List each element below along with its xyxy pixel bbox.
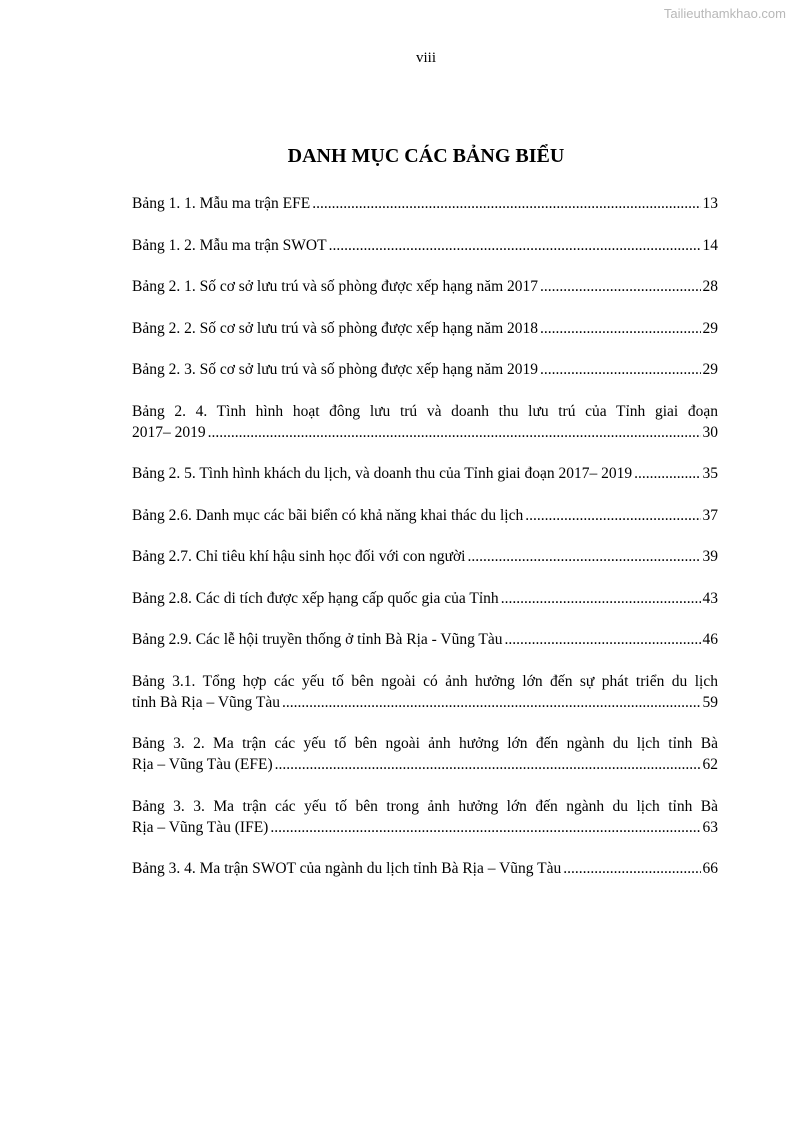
toc-entry-title: Bảng 1. 1. Mẫu ma trận EFE xyxy=(132,195,311,212)
toc-entry[interactable] xyxy=(132,858,718,879)
toc-entry-title: Bảng 2.6. Danh mục các bãi biển có khả năng khai thác du lịch xyxy=(132,506,524,524)
toc-page-number: 59 xyxy=(702,693,718,711)
toc-entry-title: Bảng 2.9. Các lễ hội truyền thống ở tỉnh Bà Rịa - Vũng Tàu xyxy=(132,631,503,648)
dot-leader xyxy=(270,817,700,838)
dot-leader xyxy=(312,193,700,214)
toc-entry-title-line: Bảng 2. 4. Tình hình hoạt đông lưu trú và doanh thu lưu trú của Tỉnh giai đoạn xyxy=(132,402,718,420)
dot-leader xyxy=(563,858,700,879)
toc-entry-title: Bảng 2.7. Chỉ tiêu khí hậu sinh học đối với con người xyxy=(132,548,466,565)
toc-page-number: 63 xyxy=(702,818,718,836)
page-number: viii xyxy=(415,50,436,66)
toc-entry-title: Bảng 3. 4. Ma trận SWOT của ngành du lịch tỉnh Bà Rịa – Vũng Tàu xyxy=(132,860,562,877)
toc-entry[interactable] xyxy=(132,359,718,380)
toc-page-number: 28 xyxy=(702,278,718,295)
toc-entry-title: tỉnh Bà Rịa – Vũng Tàu xyxy=(132,693,280,711)
dot-leader xyxy=(208,422,701,443)
dot-leader xyxy=(282,692,701,713)
toc-entry[interactable] xyxy=(132,463,718,484)
toc-page-number: 29 xyxy=(702,319,718,337)
dot-leader xyxy=(540,276,700,297)
dot-leader xyxy=(467,546,700,567)
toc-entry[interactable] xyxy=(132,318,718,339)
toc-page-number: 29 xyxy=(702,361,718,378)
toc-entry[interactable] xyxy=(132,276,718,297)
dot-leader xyxy=(525,505,700,526)
toc-entry-title: Bảng 2. 5. Tình hình khách du lịch, và doanh thu của Tỉnh giai đoạn 2017– 2019 xyxy=(132,465,633,482)
toc-page-number: 30 xyxy=(702,423,718,441)
toc-entry[interactable] xyxy=(132,193,718,214)
watermark: Tailieuthamkhao.com xyxy=(663,6,786,21)
toc-entry-title: Rịa – Vũng Tàu (IFE) xyxy=(132,818,269,836)
toc-entry[interactable] xyxy=(132,546,718,567)
toc-page-number: 35 xyxy=(702,465,718,482)
dot-leader xyxy=(329,235,701,256)
toc-page-number: 14 xyxy=(702,236,718,254)
dot-leader xyxy=(275,754,701,775)
toc-page-number: 66 xyxy=(702,860,718,877)
toc-entry[interactable] xyxy=(132,796,718,838)
toc-page-number: 43 xyxy=(702,589,718,607)
page-title: DANH MỤC CÁC BẢNG BIỂU xyxy=(287,145,565,167)
toc-entry[interactable] xyxy=(132,505,718,526)
toc-entry[interactable] xyxy=(132,235,718,256)
dot-leader xyxy=(505,629,701,650)
toc-entry-title-line: Bảng 3.1. Tổng hợp các yếu tố bên ngoài có ảnh hưởng lớn đến sự phát triển du lịch xyxy=(132,672,718,690)
toc-page-number: 13 xyxy=(702,195,718,212)
dot-leader xyxy=(540,359,700,380)
toc-entry-title: Bảng 2. 1. Số cơ sở lưu trú và số phòng được xếp hạng năm 2017 xyxy=(132,278,539,295)
dot-leader xyxy=(634,463,700,484)
toc-entry[interactable] xyxy=(132,401,718,443)
toc-entry-title: Rịa – Vũng Tàu (EFE) xyxy=(132,756,273,773)
toc-entry-title: Bảng 2. 3. Số cơ sở lưu trú và số phòng được xếp hạng năm 2019 xyxy=(132,361,539,378)
toc-entry-title-line: Bảng 3. 2. Ma trận các yếu tố bên ngoài ảnh hưởng lớn đến ngành du lịch tỉnh Bà xyxy=(132,735,718,752)
toc-entry[interactable] xyxy=(132,671,718,713)
table-list xyxy=(132,193,718,900)
toc-entry-title-line: Bảng 3. 3. Ma trận các yếu tố bên trong ảnh hưởng lớn đến ngành du lịch tỉnh Bà xyxy=(132,797,718,815)
toc-page-number: 62 xyxy=(702,756,718,773)
toc-entry-title: Bảng 2.8. Các di tích được xếp hạng cấp quốc gia của Tỉnh xyxy=(132,589,499,607)
toc-entry-title: Bảng 2. 2. Số cơ sở lưu trú và số phòng được xếp hạng năm 2018 xyxy=(132,319,539,337)
toc-entry[interactable] xyxy=(132,588,718,609)
toc-entry-title: Bảng 1. 2. Mẫu ma trận SWOT xyxy=(132,236,327,254)
toc-page-number: 39 xyxy=(702,548,718,565)
dot-leader xyxy=(501,588,701,609)
toc-page-number: 46 xyxy=(702,631,718,648)
toc-entry[interactable] xyxy=(132,629,718,650)
toc-page-number: 37 xyxy=(702,506,718,524)
toc-entry[interactable] xyxy=(132,733,718,775)
dot-leader xyxy=(540,318,700,339)
toc-entry-title: 2017– 2019 xyxy=(132,423,206,441)
